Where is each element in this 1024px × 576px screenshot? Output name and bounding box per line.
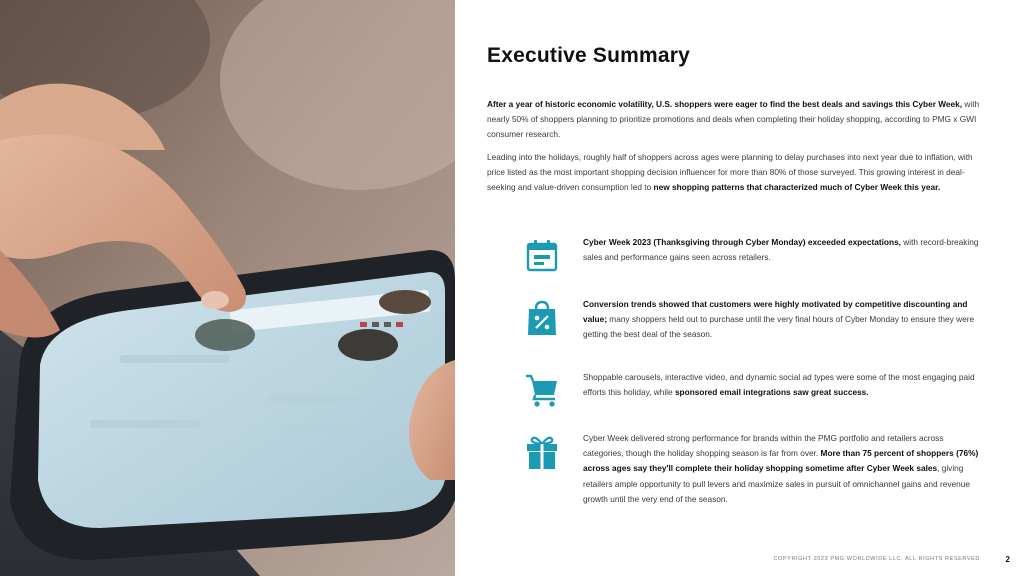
intro-p1-text: with nearly 50% of shoppers planning to prioritize promotions and deals when completing their holiday shopping, according to PMG x GWI consumer research. (487, 99, 980, 140)
highlight-text-4 (583, 431, 981, 507)
highlight-4-pre: Cyber Week delivered strong performance for brands within the PMG portfolio and retailers across categories, though the holiday shopping season is far from over. (583, 433, 944, 459)
highlight-4-rest: , giving retailers ample opportunity to pull levers and maximize sales in pursuit of omnichannel gains and revenue growth until the very end of the season. (583, 463, 970, 504)
highlight-item-shoppable (525, 373, 985, 433)
highlight-3-pre: Shoppable carousels, interactive video, and dynamic social ad types were some of the most engaging paid efforts this holiday, while (583, 372, 975, 398)
hand-tablet-image (0, 0, 455, 576)
highlight-text-1 (583, 235, 981, 265)
copyright-footer: COPYRIGHT 2023 PMG WORLDWIDE LLC. ALL RIGHTS RESERVED (773, 556, 980, 562)
intro-paragraph-1 (487, 97, 981, 143)
calendar-icon (525, 238, 559, 272)
highlight-text-2 (583, 297, 981, 343)
hero-photo (0, 0, 455, 576)
highlight-2-rest: many shoppers held out to purchase until the very final hours of Cyber Monday to ensure they were getting the best deal of the season. (583, 314, 975, 340)
highlight-item-gift (525, 433, 985, 504)
shopping-bag-percent-icon (525, 300, 559, 334)
highlight-1-rest: with record-breaking sales and performance gains seen across retailers. (583, 237, 979, 263)
highlight-2-bold: Conversion trends showed that customers were highly motivated by competitive discounting and value; (583, 299, 968, 325)
highlight-text-3 (583, 370, 981, 400)
intro-p2-text: Leading into the holidays, roughly half of shoppers across ages were planning to delay purchases into next year due to inflation, with price listed as the most important shopping decision influencer for more than 80% of those surveyed. This growing interest in deal-seeking and value-driven consumption led to (487, 152, 973, 193)
highlight-4-bold: More than 75 percent of shoppers (76%) across ages say they'll complete their holiday shopping sometime after Cyber Week sales (583, 448, 979, 474)
gift-icon (525, 434, 559, 468)
page-title: Executive Summary (487, 44, 691, 67)
summary-content (487, 0, 987, 576)
highlight-item-conversion (525, 300, 985, 360)
highlight-item-cyber-week (525, 238, 985, 298)
highlight-3-bold: sponsored email integrations saw great success. (674, 387, 869, 398)
shopping-cart-icon (525, 373, 559, 407)
page-number: 2 (1005, 555, 1010, 564)
intro-p2-bold: new shopping patterns that characterized much of Cyber Week this year. (653, 182, 941, 193)
intro-paragraph-2 (487, 150, 981, 196)
highlight-1-bold: Cyber Week 2023 (Thanksgiving through Cyber Monday) exceeded expectations, (583, 237, 901, 247)
intro-p1-bold: After a year of historic economic volatility, U.S. shoppers were eager to find the best deals and savings this Cyber Week, (487, 99, 963, 109)
